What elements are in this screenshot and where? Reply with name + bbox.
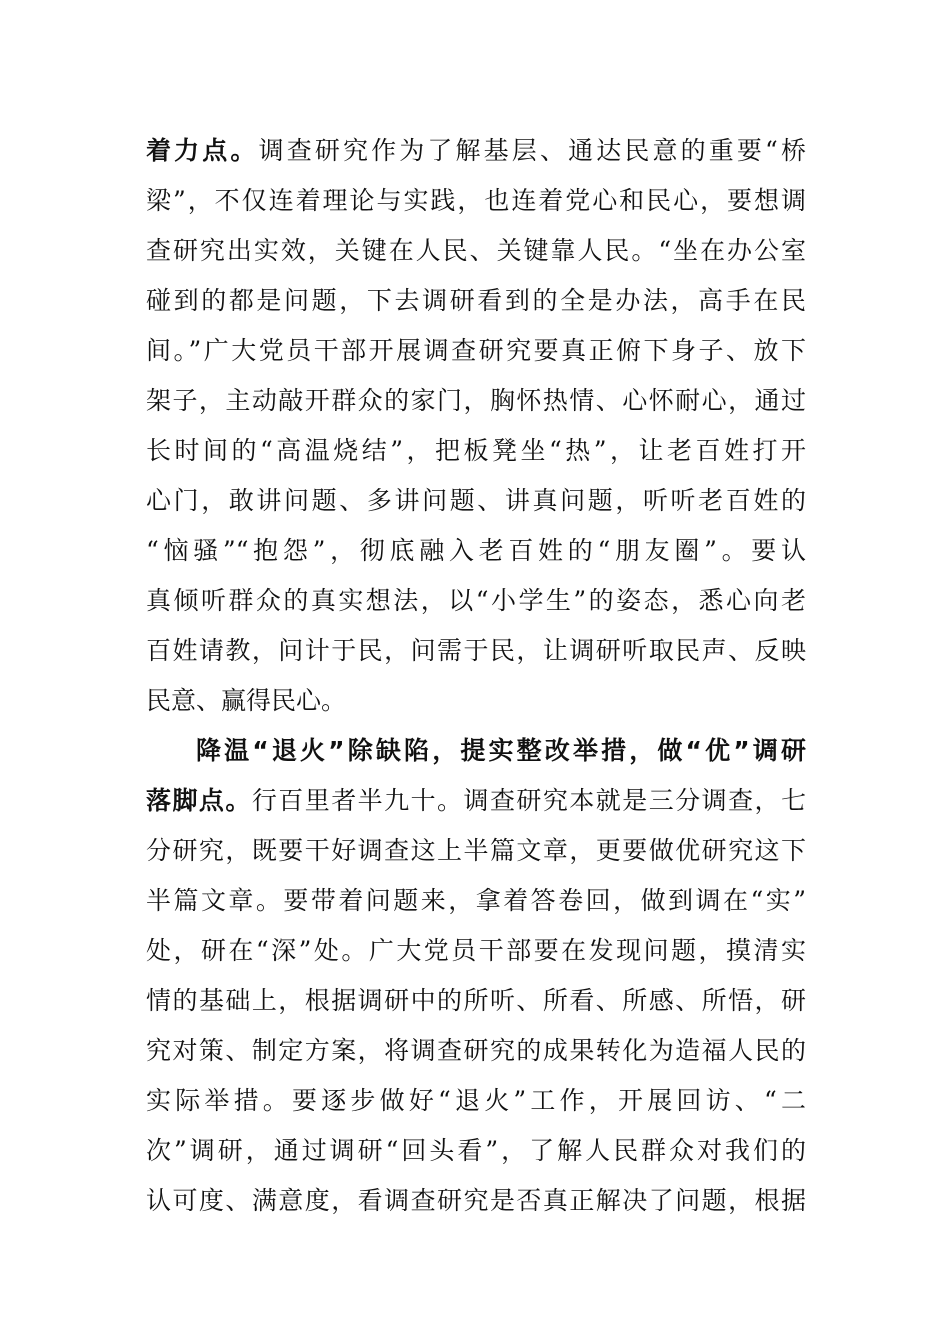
paragraph-line: [146, 1076, 806, 1126]
body-text: 处，研在“深”处。广大党员干部要在发现问题，摸清实: [146, 936, 806, 965]
body-text: 百姓请教，问计于民，问需于民，让调研听取民声、反映: [146, 636, 806, 665]
document-page: [146, 126, 806, 1226]
paragraph-line: [146, 526, 806, 576]
paragraph-1: [146, 126, 806, 726]
paragraph-line: [146, 876, 806, 926]
paragraph-heading-line: [146, 726, 806, 776]
paragraph-line: [146, 576, 806, 626]
paragraph-line: [146, 676, 806, 726]
paragraph-line: [146, 376, 806, 426]
paragraph-line: [146, 276, 806, 326]
heading-fragment: 着力点。: [146, 136, 259, 165]
body-text: 究对策、制定方案，将调查研究的成果转化为造福人民的: [146, 1036, 806, 1065]
body-text: 行百里者半九十。调查研究本就是三分调查，七: [251, 786, 806, 815]
body-text: 情的基础上，根据调研中的所听、所看、所感、所悟，研: [146, 986, 806, 1015]
paragraph-line: [146, 326, 806, 376]
body-text: 半篇文章。要带着问题来，拿着答卷回，做到调在“实”: [146, 886, 806, 915]
paragraph-2: [146, 726, 806, 1226]
body-text: 查研究出实效，关键在人民、关键靠人民。“坐在办公室: [146, 236, 806, 265]
paragraph-line: [146, 826, 806, 876]
body-text: “恼骚”“抱怨”，彻底融入老百姓的“朋友圈”。要认: [146, 536, 806, 565]
paragraph-line: [146, 626, 806, 676]
paragraph-line: [146, 1126, 806, 1176]
paragraph-line: [146, 976, 806, 1026]
body-text: 间。”广大党员干部开展调查研究要真正俯下身子、放下: [146, 336, 806, 365]
body-text: 分研究，既要干好调查这上半篇文章，更要做优研究这下: [146, 836, 806, 865]
heading-fragment: 落脚点。: [146, 786, 252, 815]
paragraph-line: [146, 176, 806, 226]
paragraph-line: [146, 226, 806, 276]
body-text: 调查研究作为了解基层、通达民意的重要“桥: [258, 136, 806, 165]
paragraph-line: [146, 1026, 806, 1076]
body-text: 民意、赢得民心。: [146, 686, 347, 715]
paragraph-line: [146, 426, 806, 476]
body-text: 碰到的都是问题，下去调研看到的全是办法，高手在民: [146, 286, 806, 315]
paragraph-line: [146, 776, 806, 826]
body-text: 次”调研，通过调研“回头看”，了解人民群众对我们的: [146, 1136, 806, 1165]
body-text: 实际举措。要逐步做好“退火”工作，开展回访、“二: [146, 1086, 806, 1115]
body-text: 梁”，不仅连着理论与实践，也连着党心和民心，要想调: [146, 186, 806, 215]
body-text: 长时间的“高温烧结”，把板凳坐“热”，让老百姓打开: [146, 436, 806, 465]
body-text: 真倾听群众的真实想法，以“小学生”的姿态，悉心向老: [146, 586, 806, 615]
paragraph-line: [146, 126, 806, 176]
paragraph-line: [146, 926, 806, 976]
paragraph-line: [146, 476, 806, 526]
body-text: 架子，主动敲开群众的家门，胸怀热情、心怀耐心，通过: [146, 386, 806, 415]
body-text: 心门，敢讲问题、多讲问题、讲真问题，听听老百姓的: [146, 486, 806, 515]
paragraph-line: [146, 1176, 806, 1226]
heading-fragment: 降温“退火”除缺陷，提实整改举措，做“优”调研: [196, 736, 806, 765]
body-text: 认可度、满意度，看调查研究是否真正解决了问题，根据: [146, 1186, 806, 1215]
